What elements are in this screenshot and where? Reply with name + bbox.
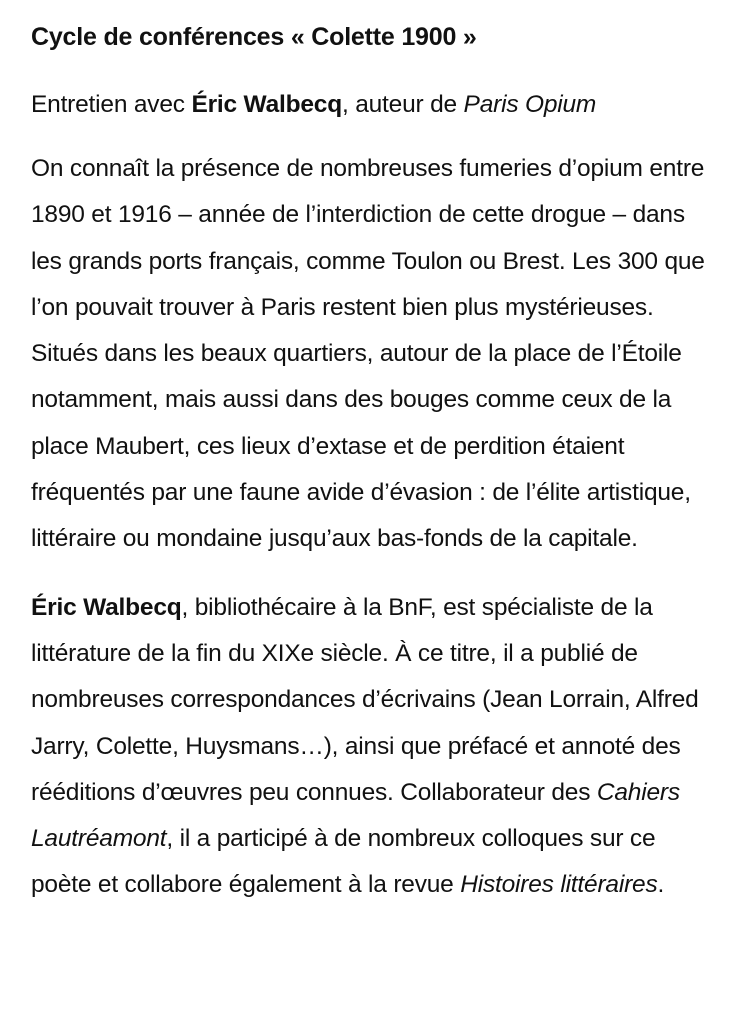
journal-title-cahiers: Cahiers Lautréamont — [31, 778, 680, 853]
subtitle-prefix: Entretien avec — [31, 91, 192, 118]
author-name: Éric Walbecq — [191, 91, 342, 118]
interview-subtitle — [31, 88, 722, 122]
bio-text-1: , bibliothécaire à la BnF, est spécialiste de la littérature de la fin du XIXe siècle. À ce titre, il a publié de nombreuses correspondances d’écrivains (Jean Lorrain, Alfred Jarry, Colette, Huysmans…), ainsi que préfacé et annoté des rééditions d’œuvres peu connues. Collaborateur des — [31, 593, 699, 806]
book-title: Paris Opium — [463, 91, 597, 118]
bio-author-name: Éric Walbecq — [31, 593, 182, 621]
subtitle-middle: , auteur de — [341, 91, 464, 118]
event-title: Cycle de conférences « Colette 1900 » — [31, 23, 477, 51]
description-paragraph: On connaît la présence de nombreuses fumeries d’opium entre 1890 et 1916 – année de l’interdiction de cette drogue – dans les grands ports français, comme Toulon ou Brest. Les 300 que l’on pouvait trouver à Paris restent bien plus mystérieuses. Situés dans les beaux quartiers, autour de la place de l’Étoile notamment, mais aussi dans des bouges comme ceux de la place Maubert, ces lieux d’extase et de perdition étaient fréquentés par une faune avide d’évasion : de l’élite artistique, littéraire ou mondaine jusqu’aux bas-fonds de la capitale. — [31, 155, 705, 553]
bio-text-3: . — [657, 871, 665, 899]
journal-title-histoires: Histoires littéraires — [460, 871, 658, 899]
author-bio-paragraph — [31, 585, 722, 909]
bio-text-2: , il a participé à de nombreux colloques sur ce poète et collabore également à la revue — [31, 825, 656, 899]
